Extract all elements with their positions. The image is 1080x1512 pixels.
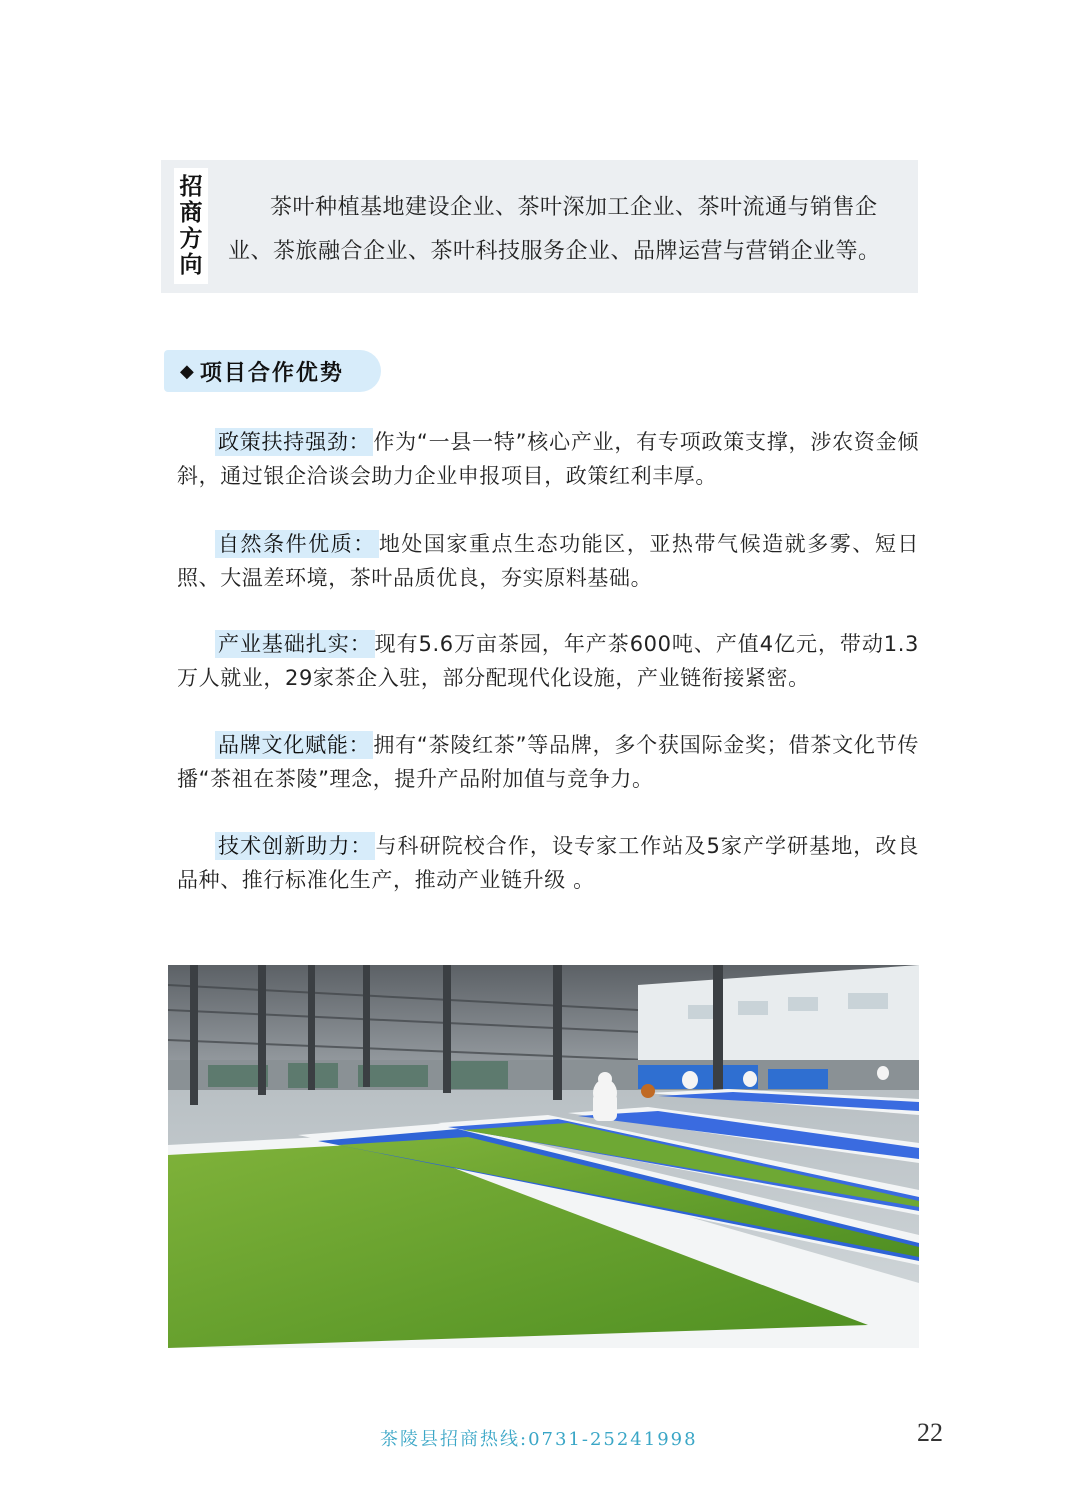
advantage-paragraph — [177, 627, 919, 695]
advantage-paragraph — [177, 728, 919, 796]
diamond-icon: ◆ — [180, 360, 196, 382]
tab-char: 方 — [179, 226, 203, 252]
advantage-text: 作为“一县一特”核心产业，有专项政策支撑，涉农资金倾斜，通过银企洽谈会助力企业申报项目，政策红利丰厚。 — [177, 430, 919, 488]
investment-direction-text: 茶叶种植基地建设企业、茶叶深加工企业、茶叶流通与销售企业、茶旅融合企业、茶叶科技服务企业、品牌运营与营销企业等。 — [228, 195, 881, 264]
advantage-text: 拥有“茶陵红茶”等品牌，多个获国际金奖；借茶文化节传播“茶祖在茶陵”理念，提升产品附加值与竞争力。 — [177, 733, 919, 791]
advantage-label: 产业基础扎实： — [215, 630, 375, 658]
advantage-text: 现有5.6万亩茶园，年产茶600吨、产值4亿元，带动1.3万人就业，29家茶企入驻，部分配现代化设施，产业链衔接紧密。 — [177, 632, 919, 690]
advantage-text: 地处国家重点生态功能区，亚热带气候造就多雾、短日照、大温差环境，茶叶品质优良，夯实原料基础。 — [177, 532, 919, 590]
tab-char: 向 — [179, 252, 203, 278]
section-heading — [164, 350, 381, 392]
investment-direction-tab — [174, 168, 208, 284]
advantage-label: 技术创新助力： — [215, 832, 375, 860]
tea-factory-photo — [168, 965, 919, 1348]
page-number: 22 — [917, 1418, 943, 1447]
tab-char: 商 — [179, 200, 203, 226]
advantage-paragraph — [177, 527, 919, 595]
advantage-label: 政策扶持强劲： — [215, 428, 373, 456]
advantage-paragraph — [177, 829, 919, 897]
advantage-label: 品牌文化赋能： — [215, 731, 373, 759]
tab-char: 招 — [179, 174, 203, 200]
advantage-paragraph — [177, 425, 919, 493]
investment-hotline: 茶陵县招商热线:0731-25241998 — [380, 1429, 698, 1450]
advantage-text: 与科研院校合作，设专家工作站及5家产学研基地，改良品种、推行标准化生产，推动产业链升级 。 — [177, 834, 920, 892]
advantage-label: 自然条件优质： — [215, 530, 379, 558]
section-heading-text: 项目合作优势 — [199, 360, 344, 386]
tea-factory-illustration — [168, 965, 919, 1348]
